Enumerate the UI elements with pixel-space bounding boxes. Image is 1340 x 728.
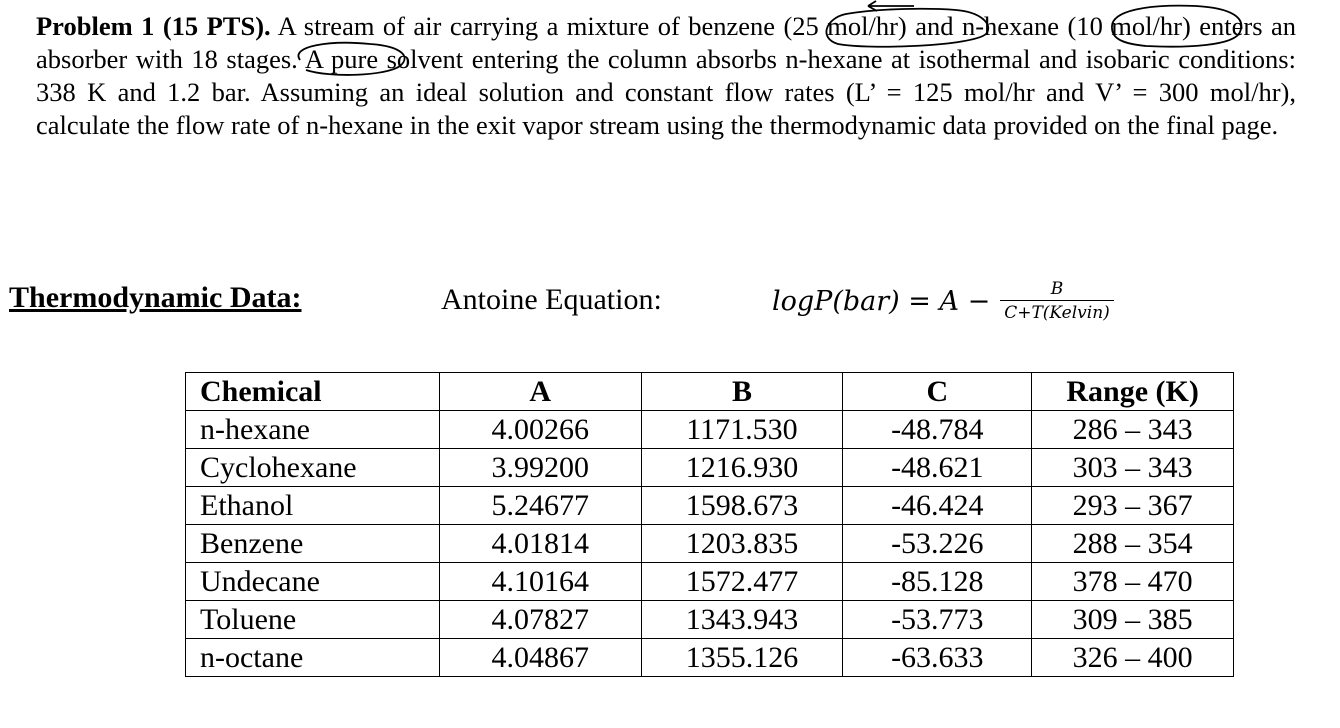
column-header: C	[843, 373, 1032, 411]
column-header: A	[439, 373, 641, 411]
chemical-cell: n-octane	[186, 639, 440, 677]
coef-b-cell: 1203.835	[641, 525, 843, 563]
section-title: Thermodynamic Data:	[9, 281, 302, 314]
range-cell: 326 – 400	[1032, 639, 1234, 677]
table-row	[186, 525, 1234, 563]
chemical-cell: Benzene	[186, 525, 440, 563]
coef-c-cell: -48.621	[843, 449, 1032, 487]
range-cell: 309 – 385	[1032, 601, 1234, 639]
coef-a-cell: 5.24677	[439, 487, 641, 525]
formula-denominator: C+T(Kelvin)	[1000, 300, 1114, 325]
table-row	[186, 487, 1234, 525]
formula-fraction	[1000, 278, 1114, 325]
table-row	[186, 563, 1234, 601]
range-cell: 288 – 354	[1032, 525, 1234, 563]
coef-a-cell: 4.10164	[439, 563, 641, 601]
range-cell: 286 – 343	[1032, 411, 1234, 449]
table-row	[186, 449, 1234, 487]
coef-c-cell: -53.773	[843, 601, 1032, 639]
antoine-data-table	[185, 372, 1234, 677]
chemical-cell: Undecane	[186, 563, 440, 601]
problem-text: A stream of air carrying a mixture of benzene (25 mol/hr) and n-hexane (10 mol/hr) enters an absorber with 18 stages. A pure solvent entering the column absorbs n-hexane at isothermal and isobaric conditions: 338 K and 1.2 bar. Assuming an ideal solution and constant flow rates (L’ = 125 mol/hr and V’ = 300 mol/hr), calculate the flow rate of n-hexane in the exit vapor stream using the thermodynamic data provided on the final page.	[36, 11, 1296, 140]
range-cell: 378 – 470	[1032, 563, 1234, 601]
problem-title: Problem 1 (15 PTS).	[36, 11, 271, 41]
problem-statement	[36, 10, 1296, 142]
formula-lhs: logP(bar) = A −	[772, 285, 991, 317]
coef-a-cell: 3.99200	[439, 449, 641, 487]
chemical-cell: n-hexane	[186, 411, 440, 449]
column-header: Chemical	[186, 373, 440, 411]
coef-b-cell: 1216.930	[641, 449, 843, 487]
coef-a-cell: 4.04867	[439, 639, 641, 677]
antoine-formula	[772, 268, 1114, 334]
chemical-cell: Toluene	[186, 601, 440, 639]
coef-a-cell: 4.01814	[439, 525, 641, 563]
table-row	[186, 411, 1234, 449]
coef-b-cell: 1598.673	[641, 487, 843, 525]
coef-a-cell: 4.00266	[439, 411, 641, 449]
coef-c-cell: -63.633	[843, 639, 1032, 677]
coef-c-cell: -48.784	[843, 411, 1032, 449]
coef-b-cell: 1355.126	[641, 639, 843, 677]
formula-numerator: B	[1050, 278, 1064, 299]
coef-b-cell: 1343.943	[641, 601, 843, 639]
range-cell: 293 – 367	[1032, 487, 1234, 525]
equation-label: Antoine Equation:	[441, 283, 662, 316]
column-header: B	[641, 373, 843, 411]
coef-c-cell: -53.226	[843, 525, 1032, 563]
chemical-cell: Ethanol	[186, 487, 440, 525]
coef-c-cell: -46.424	[843, 487, 1032, 525]
table-row	[186, 639, 1234, 677]
chemical-cell: Cyclohexane	[186, 449, 440, 487]
coef-c-cell: -85.128	[843, 563, 1032, 601]
coef-b-cell: 1572.477	[641, 563, 843, 601]
table-header-row	[186, 373, 1234, 411]
column-header: Range (K)	[1032, 373, 1234, 411]
range-cell: 303 – 343	[1032, 449, 1234, 487]
table-row	[186, 601, 1234, 639]
coef-b-cell: 1171.530	[641, 411, 843, 449]
coef-a-cell: 4.07827	[439, 601, 641, 639]
